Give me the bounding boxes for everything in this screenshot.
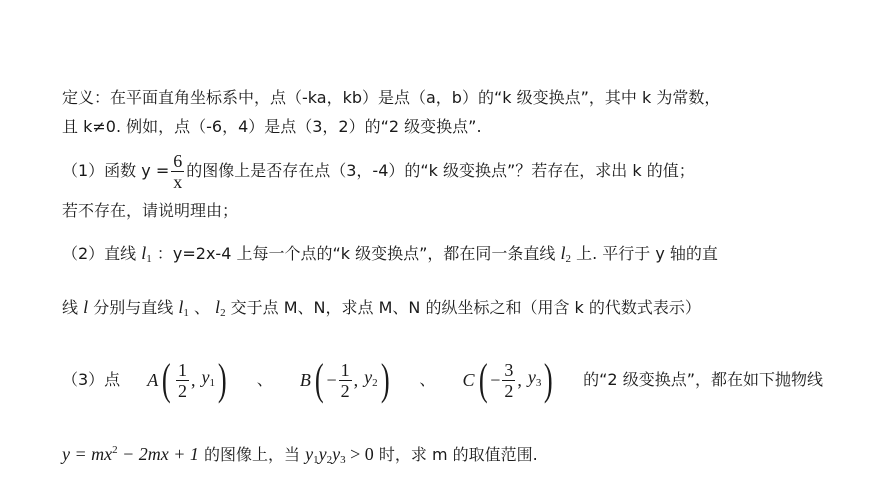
q3-point-a-y-sub: 1 bbox=[209, 377, 215, 389]
q3-cond-y1: y bbox=[305, 444, 314, 464]
definition-text-1: 定义：在平面直角坐标系中，点（-ka，kb）是点（a，b）的“k 级变换点”，其中 k 为常数， bbox=[62, 88, 721, 107]
q3-point-c-y-sub: 3 bbox=[535, 377, 542, 389]
q3-point-c-y bbox=[528, 367, 542, 393]
q1-suffix: 的图像上是否存在点（3，-4）的“k 级变换点”？若存在，求出 k 的值； bbox=[186, 161, 695, 180]
q3-point-b-num: 1 bbox=[340, 359, 350, 380]
q1-fraction bbox=[171, 152, 184, 191]
q3-point-b-close-paren: ) bbox=[380, 355, 390, 404]
q3-point-b-sign: − bbox=[326, 370, 337, 390]
q2-line2-l2-letter: l bbox=[215, 297, 221, 317]
q2-text-c: 上. 平行于 y 轴的直 bbox=[576, 244, 718, 263]
q3-point-c-fraction bbox=[502, 361, 515, 400]
q2-line2-l1-sub: 1 bbox=[183, 307, 189, 319]
question-2-line-2 bbox=[62, 297, 823, 323]
q3-point-a-y bbox=[201, 367, 215, 393]
q3-point-b-label: B bbox=[299, 370, 311, 390]
q3-point-c-den: 2 bbox=[504, 380, 514, 401]
q3-condition bbox=[305, 444, 374, 464]
q3-line2-b: 时，求 m 的取值范围. bbox=[378, 445, 538, 464]
q1-fraction-numerator: 6 bbox=[173, 150, 183, 171]
q2-line2-l1-letter: l bbox=[178, 297, 184, 317]
question-1-line-2 bbox=[62, 201, 823, 221]
q3-point-a-close-paren: ) bbox=[217, 355, 227, 404]
q3-sep-2: 、 bbox=[419, 370, 436, 389]
q3-point-b-fraction bbox=[339, 361, 352, 400]
q3-parabola-sup: 2 bbox=[112, 444, 118, 456]
q2-line2-b: 分别与直线 bbox=[93, 298, 174, 317]
q3-sep-1: 、 bbox=[256, 370, 273, 389]
q2-l1-letter: l bbox=[141, 243, 147, 263]
q2-l2-letter: l bbox=[560, 243, 566, 263]
q2-text-a: （2）直线 bbox=[62, 244, 137, 263]
q3-point-a-body: $\frac{1}{2}$ , $y_1$ bbox=[177, 359, 215, 401]
q3-point-b-den: 2 bbox=[340, 380, 350, 401]
q3-cond-tail: > 0 bbox=[345, 444, 374, 464]
q3-point-c-body: − $\frac{3}{2}$ , $y_3$ bbox=[490, 359, 542, 401]
q2-line-l2 bbox=[560, 243, 571, 263]
question-1-line-1 bbox=[62, 148, 823, 194]
q3-point-c bbox=[462, 355, 556, 404]
q3-parabola-expr bbox=[62, 444, 199, 464]
q2-line-l: l bbox=[83, 297, 89, 317]
q2-l2-sub: 2 bbox=[565, 253, 571, 265]
q3-point-b-y bbox=[364, 367, 378, 393]
q1-line-2-text: 若不存在，请说明理由； bbox=[62, 201, 239, 220]
q3-point-a-fraction bbox=[176, 361, 189, 400]
q3-point-a-den: 2 bbox=[177, 380, 187, 401]
q2-line2-l2-sub: 2 bbox=[220, 307, 226, 319]
q3-suffix: 的“2 级变换点”，都在如下抛物线 bbox=[583, 370, 823, 389]
q2-line2-l2 bbox=[215, 297, 226, 317]
definition-line-2 bbox=[62, 117, 823, 137]
q2-text-b: ：y=2x-4 上每一个点的“k 级变换点”，都在同一条直线 bbox=[156, 244, 556, 263]
q3-point-a-num: 1 bbox=[177, 359, 187, 380]
q3-point-b-body: − $\frac{1}{2}$ , $y_2$ bbox=[326, 359, 378, 401]
q3-point-a-label: A bbox=[147, 370, 159, 390]
q2-line2-d: 交于点 M、N，求点 M、N 的纵坐标之和（用含 k 的代数式表示） bbox=[230, 298, 701, 317]
q1-fraction-denominator: x bbox=[173, 171, 183, 192]
q3-cond-sub1: 1 bbox=[313, 454, 319, 466]
q3-point-c-y-letter: y bbox=[527, 367, 536, 387]
q3-prefix: （3）点 bbox=[62, 370, 121, 389]
definition-text-2: 且 k≠0. 例如，点（-6，4）是点（3，2）的“2 级变换点”. bbox=[62, 117, 482, 136]
q3-point-c-num: 3 bbox=[504, 359, 514, 380]
q2-line-l1 bbox=[141, 243, 152, 263]
q2-line2-a: 线 bbox=[62, 298, 79, 317]
q2-line2-c: 、 bbox=[193, 298, 210, 317]
q3-point-a-open-paren: ( bbox=[162, 355, 172, 404]
definition-line-1 bbox=[62, 88, 823, 108]
q3-point-c-sign: − bbox=[490, 370, 501, 390]
q3-point-c-close-paren: ) bbox=[544, 355, 554, 404]
q3-line2-a: 的图像上，当 bbox=[204, 445, 301, 464]
q3-point-b-y-letter: y bbox=[364, 367, 373, 387]
q3-parabola-expr-a: y = mx bbox=[62, 444, 113, 464]
q3-point-c-open-paren: ( bbox=[478, 355, 488, 404]
q3-point-a bbox=[147, 355, 229, 404]
q3-cond-y3: y bbox=[332, 444, 341, 464]
q3-point-b-y-sub: 2 bbox=[372, 377, 378, 389]
q2-l1-sub: 1 bbox=[146, 253, 152, 265]
q3-parabola-expr-b: − 2mx + 1 bbox=[117, 444, 199, 464]
q3-cond-y2: y bbox=[318, 444, 327, 464]
q1-prefix: （1）函数 y = bbox=[62, 161, 170, 180]
question-3-line-1 bbox=[62, 355, 823, 405]
question-2-line-1 bbox=[62, 243, 823, 269]
q3-point-b-open-paren: ( bbox=[314, 355, 324, 404]
q3-point-b bbox=[299, 355, 392, 404]
q3-cond-sub2: 2 bbox=[326, 454, 333, 466]
q3-cond-sub3: 3 bbox=[340, 454, 346, 466]
q3-point-a-y-letter: y bbox=[201, 367, 210, 387]
q3-point-c-label: C bbox=[462, 370, 475, 390]
question-3-line-2 bbox=[62, 440, 823, 470]
q2-line2-l1 bbox=[178, 297, 189, 317]
